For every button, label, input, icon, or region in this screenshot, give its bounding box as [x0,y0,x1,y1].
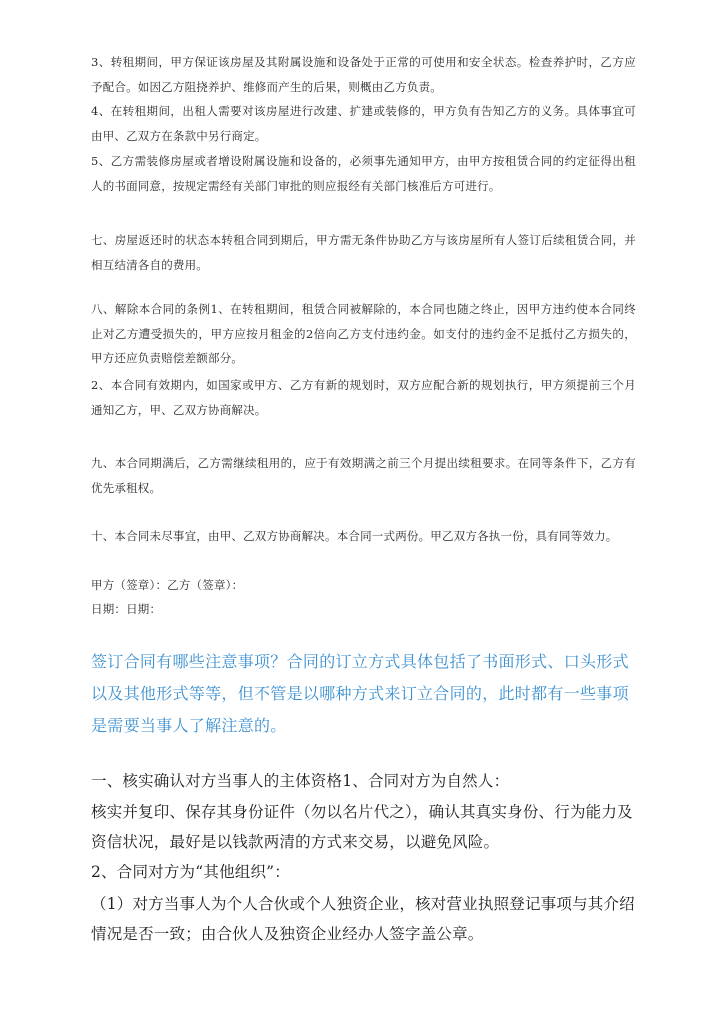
clause-3: 3、转租期间，甲方保证该房屋及其附属设施和设备处于正常的可使用和安全状态。检查养护时，乙方应予配合。如因乙方阻挠养护、维修而产生的后果，则概由乙方负责。 [91,55,636,94]
section-10: 十、本合同未尽事宜，由甲、乙双方协商解决。本合同一式两份。甲乙双方各执一份，具有同等效力。 [91,529,618,543]
section-9: 九、本合同期满后，乙方需继续租用的，应于有效期满之前三个月提出续租要求。在同等条件下，乙方有优先承租权。 [91,456,636,495]
section-8-clause-2: 2、本合同有效期内，如国家或甲方、乙方有新的规划时，双方应配合新的规划执行，甲方须提前三个月通知乙方，甲、乙双方协商解决。 [91,378,636,417]
other-organization-heading: 2、合同对方为“其他组织”： [91,863,291,881]
section-7: 七、房屋返还时的状态本转租合同到期后，甲方需无条件协助乙方与该房屋所有人签订后续租赁合同，并相互结清各自的费用。 [91,233,636,272]
section-heading: 一、核实确认对方当事人的主体资格1、合同对方为自然人： [91,772,510,790]
intro-paragraph: 签订合同有哪些注意事项？合同的订立方式具体包括了书面形式、口头形式以及其他形式等等，但不管是以哪种方式来订立合同的，此时都有一些事项是需要当事人了解注意的。 [91,652,629,735]
natural-person-paragraph: 核实并复印、保存其身份证件（勿以名片代之），确认其真实身份、行为能力及资信状况，最好是以钱款两清的方式来交易，以避免风险。 [91,803,633,851]
clause-5: 5、乙方需装修房屋或者增设附属设施和设备的，必须事先通知甲方，由甲方按租赁合同的约定征得出租人的书面同意，按规定需经有关部门审批的则应报经有关部门核准后方可进行。 [91,154,636,193]
partnership-paragraph: （1）对方当事人为个人合伙或个人独资企业，核对营业执照登记事项与其介绍情况是否一致；由合伙人及独资企业经办人签字盖公章。 [91,895,635,943]
clause-4: 4、在转租期间，出租人需要对该房屋进行改建、扩建或装修的，甲方负有告知乙方的义务。具体事宜可由甲、乙双方在条款中另行商定。 [91,104,636,143]
signature-dates: 日期：日期： [91,602,162,616]
signature-parties: 甲方（签章）：乙方（签章）： [91,578,244,592]
section-8-clause-1: 八、解除本合同的条例1、在转租期间，租赁合同被解除的，本合同也随之终止，因甲方违约使本合同终止对乙方遭受损失的，甲方应按月租金的2倍向乙方支付违约金。如支付的违约金不足抵付乙方损失的，甲方还应负责赔偿差额部分。 [91,302,636,365]
